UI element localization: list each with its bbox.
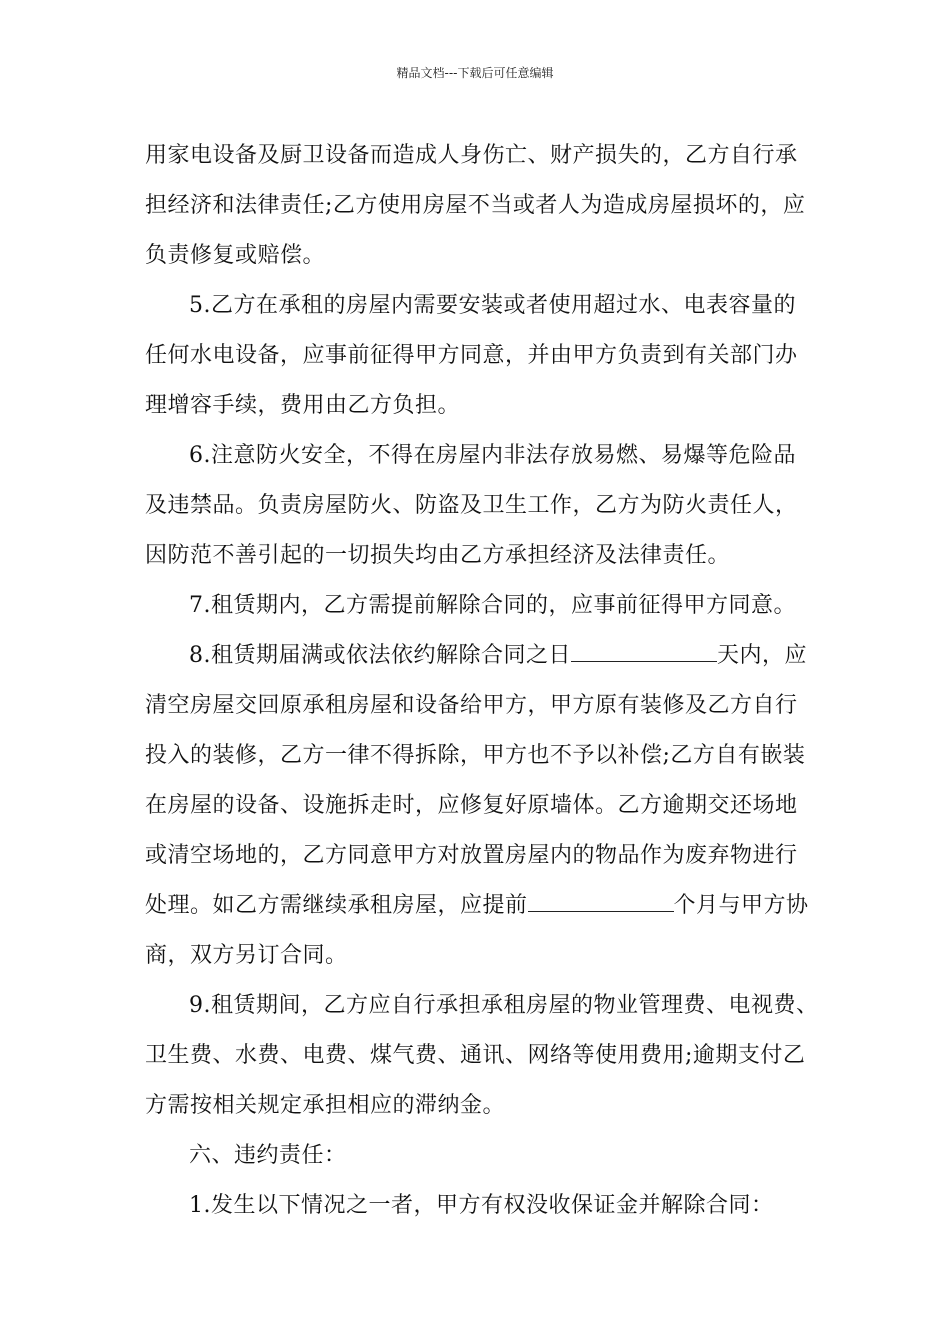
renewal-line (145, 881, 815, 931)
text-line: 商，双方另订合同。 (145, 943, 348, 968)
page-header: 精品文档---下载后可任意编辑 (396, 66, 554, 80)
text-line: 或清空场地的，乙方同意甲方对放置房屋内的物品作为废弃物进行 (145, 843, 798, 868)
section-heading-breach: 六、违约责任： (189, 1143, 347, 1168)
text-line: 及违禁品。负责房屋防火、防盗及卫生工作，乙方为防火责任人， (145, 493, 798, 518)
text-line: 方需按相关规定承担相应的滞纳金。 (145, 1093, 506, 1118)
text-line: 卫生费、水费、电费、煤气费、通讯、网络等使用费用;逾期支付乙 (145, 1043, 806, 1068)
text-line: 用家电设备及厨卫设备而造成人身伤亡、财产损失的，乙方自行承 (145, 143, 798, 168)
clause-9-line: 9.租赁期间，乙方应自行承担承租房屋的物业管理费、电视费、 (189, 993, 819, 1018)
clause-8-line (145, 631, 815, 681)
breach-clause-1-line: 1.发生以下情况之一者，甲方有权没收保证金并解除合同： (189, 1193, 774, 1218)
clause-5-line: 5.乙方在承租的房屋内需要安装或者使用超过水、电表容量的 (189, 293, 796, 318)
text-line: 任何水电设备，应事前征得甲方同意，并由甲方负责到有关部门办 (145, 343, 798, 368)
clause-7-line: 7.租赁期内，乙方需提前解除合同的，应事前征得甲方同意。 (189, 593, 796, 618)
clause-6-line: 6.注意防火安全，不得在房屋内非法存放易燃、易爆等危险品 (189, 443, 796, 468)
text-line: 负责修复或赔偿。 (145, 243, 326, 268)
renewal-text-before: 处理。如乙方需继续承租房屋，应提前 (145, 893, 528, 918)
document-body (145, 131, 819, 1231)
text-line: 因防范不善引起的一切损失均由乙方承担经济及法律责任。 (145, 543, 731, 568)
text-line: 清空房屋交回原承租房屋和设备给甲方，甲方原有装修及乙方自行 (145, 693, 798, 718)
clause-8-text-before: 8.租赁期届满或依法依约解除合同之日 (189, 643, 571, 668)
text-line: 在房屋的设备、设施拆走时，应修复好原墙体。乙方逾期交还场地 (145, 793, 798, 818)
months-blank (528, 881, 674, 912)
clause-8-text-after: 天内，应 (717, 643, 808, 668)
renewal-text-after: 个月与甲方协 (673, 893, 809, 918)
text-line: 理增容手续，费用由乙方负担。 (145, 393, 461, 418)
days-blank (571, 631, 717, 662)
text-line: 担经济和法律责任;乙方使用房屋不当或者人为造成房屋损坏的，应 (145, 193, 806, 218)
text-line: 投入的装修，乙方一律不得拆除，甲方也不予以补偿;乙方自有嵌装 (145, 743, 806, 768)
